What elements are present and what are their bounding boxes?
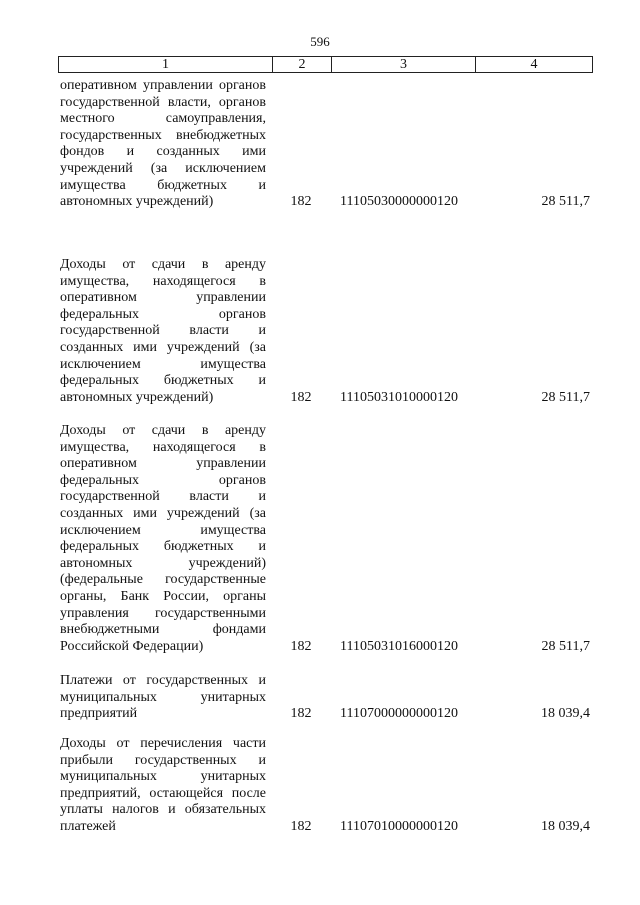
row-admin-code: 182 [290, 706, 312, 722]
row-amount: 18 039,4 [541, 818, 590, 834]
column-header-row [59, 57, 593, 73]
row-admin-code: 182 [290, 389, 312, 405]
column-header-3: 3 [332, 57, 476, 73]
row-description: Доходы от перечисления части прибыли государственных и муниципальных унитарных предприятий, остающейся после уплаты налогов и обязательных платежей [60, 736, 266, 834]
row-description: Доходы от сдачи в аренду имущества, находящегося в оперативном управлении федеральных органов государственной власти и созданных ими учреждений (за исключением имущества федеральных бюджетных и автономных учреждений) [60, 257, 266, 405]
row-amount: 28 511,7 [541, 389, 590, 405]
table-row [60, 423, 590, 655]
column-header-4: 4 [476, 57, 593, 73]
column-header-table [58, 56, 593, 73]
row-kbk-code: 11105030000000120 [340, 194, 458, 210]
row-admin-code: 182 [290, 818, 312, 834]
row-admin-code: 182 [290, 638, 312, 654]
row-amount: 28 511,7 [541, 194, 590, 210]
column-header-2: 2 [273, 57, 332, 73]
row-amount: 28 511,7 [541, 638, 590, 654]
row-kbk-code: 11105031016000120 [340, 638, 458, 654]
table-row [60, 78, 590, 211]
page-number: 596 [310, 34, 330, 49]
table-row [60, 673, 590, 723]
row-amount: 18 039,4 [541, 706, 590, 722]
row-description: оперативном управлении органов государственной власти, органов местного самоуправления, государственных внебюджетных фондов и созданных ими учреждений (за исключением имущества бюджетных и автономных учреждений) [60, 78, 266, 210]
row-kbk-code: 11107000000000120 [340, 706, 458, 722]
column-header-1: 1 [59, 57, 273, 73]
row-kbk-code: 11107010000000120 [340, 818, 458, 834]
table-row [60, 257, 590, 406]
row-description: Платежи от государственных и муниципальных унитарных предприятий [60, 673, 266, 722]
row-kbk-code: 11105031010000120 [340, 389, 458, 405]
row-admin-code: 182 [290, 194, 312, 210]
row-description: Доходы от сдачи в аренду имущества, находящегося в оперативном управлении федеральных органов государственной власти и созданных ими учреждений (за исключением имущества федеральных бюджетных и автономных учреждений) (федеральные государственные органы, Банк России, органы управления государственными внебюджетными фондами Российской Федерации) [60, 423, 266, 654]
table-row [60, 736, 590, 836]
